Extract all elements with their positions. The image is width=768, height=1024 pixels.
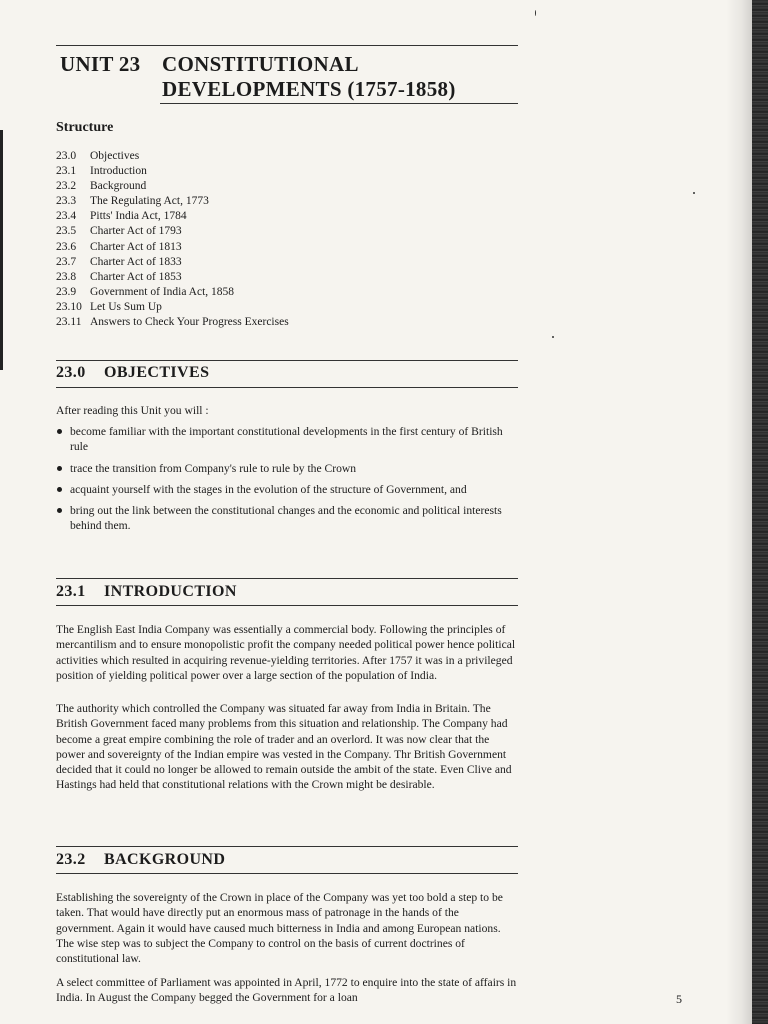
toc-item-number: 23.7 (56, 255, 77, 268)
toc-item-label: Background (90, 180, 147, 193)
unit-title (60, 52, 530, 102)
scan-speck (693, 192, 695, 194)
structure-heading: Structure (56, 120, 114, 135)
bullet-dot (57, 508, 62, 513)
background-top-rule (56, 846, 518, 847)
section-number: 23.2 (56, 851, 86, 868)
toc-item-number: 23.2 (56, 180, 77, 193)
toc-item-number: 23.10 (56, 300, 82, 313)
toc-item-number: 23.1 (56, 165, 77, 178)
toc-item-label: Pitts' India Act, 1784 (90, 210, 187, 223)
objectives-list (56, 424, 518, 540)
toc-item (56, 270, 289, 285)
bullet-dot (57, 466, 62, 471)
introduction-bottom-rule (56, 605, 518, 606)
objective-text: acquaint yourself with the stages in the evolution of the structure of Government, and (70, 482, 467, 496)
section-title: BACKGROUND (104, 851, 226, 868)
toc-item-label: Objectives (90, 150, 140, 162)
title-bottom-rule (160, 103, 518, 104)
toc-item (56, 224, 289, 239)
objectives-heading (56, 364, 209, 382)
objective-bullet (56, 424, 518, 455)
toc-item-number: 23.0 (56, 150, 77, 162)
toc-item-number: 23.4 (56, 210, 77, 223)
toc-item-label: The Regulating Act, 1773 (90, 195, 209, 208)
unit-title-line1: CONSTITUTIONAL (162, 52, 359, 76)
toc-item (56, 255, 289, 270)
section-title: INTRODUCTION (104, 583, 237, 600)
section-number: 23.1 (56, 583, 86, 600)
objective-bullet (56, 482, 518, 497)
background-heading (56, 851, 225, 869)
scan-speck (552, 336, 554, 338)
introduction-heading (56, 583, 237, 601)
background-paragraph: A select committee of Parliament was appointed in April, 1772 to enquire into the state of affairs in India. In August the Company begged the Government for a loan (56, 976, 517, 1005)
book-binding-edge (752, 0, 768, 1024)
toc-item-label: Charter Act of 1813 (90, 240, 182, 253)
structure-list (56, 149, 289, 330)
objective-text: bring out the link between the constitutional changes and the economic and political interests behind them. (70, 504, 502, 533)
objective-text: become familiar with the important constitutional developments in the first century of British rule (70, 425, 503, 454)
introduction-paragraph: The authority which controlled the Company was situated far away from India in Britain. The British Government faced many problems from this situation and relationship. The Company had become a great empire combining the role of trader and an overlord. It was now clear that the power and sovereignty of the Indian empire was vested in the Company. Thr British Government decided that it could no longer be allowed to remain outside the ambit of the state. Even Clive and Hastings had held that constitutional relations with the Crown might be desirable. (56, 702, 512, 792)
introduction-paragraph: The English East India Company was essentially a commercial body. Following the principles of mercantilism and to ensure monopolistic profit the company needed political power hence political activities which resulted in acquiring revenue-yielding territories. After 1757 it was in a privileged position of yielding political power over a large section of the population of India. (56, 623, 516, 682)
toc-item (56, 285, 289, 300)
binding-shadow (726, 0, 752, 1024)
toc-item-label: Government of India Act, 1858 (90, 285, 235, 298)
background-paragraph: Establishing the sovereignty of the Crown in place of the Company was yet too bold a step to be taken. That would have directly put an enormous mass of patronage in the hands of the government. Again it would have caused much bitterness in India and among European nations. The wise step was to subject the Company to control on the basis of current doctrines of constitutional law. (56, 891, 503, 966)
background-bottom-rule (56, 873, 518, 874)
toc-item (56, 300, 289, 315)
toc-item-label: Answers to Check Your Progress Exercises (90, 316, 289, 329)
section-number: 23.0 (56, 364, 86, 381)
toc-item-number: 23.3 (56, 195, 77, 208)
page-number: 5 (676, 992, 682, 1006)
toc-item-number: 23.6 (56, 240, 77, 253)
introduction-top-rule (56, 578, 518, 579)
toc-item-label: Charter Act of 1833 (90, 255, 182, 268)
unit-title-line2: DEVELOPMENTS (1757-1858) (162, 77, 456, 101)
toc-item-label: Charter Act of 1793 (90, 225, 182, 238)
toc-item (56, 149, 289, 164)
toc-item-label: Charter Act of 1853 (90, 270, 182, 283)
toc-item (56, 194, 289, 209)
toc-item (56, 315, 289, 330)
toc-item-number: 23.8 (56, 270, 77, 283)
toc-item (56, 179, 289, 194)
objective-bullet (56, 503, 518, 534)
unit-number: UNIT 23 (60, 52, 141, 76)
bullet-dot (57, 429, 62, 434)
scan-speck (535, 10, 536, 16)
section-title: OBJECTIVES (104, 364, 210, 381)
toc-item-number: 23.11 (56, 316, 82, 329)
bullet-dot (57, 487, 62, 492)
toc-item (56, 240, 289, 255)
toc-item-number: 23.9 (56, 285, 77, 298)
objectives-top-rule (56, 360, 518, 361)
left-edge-mark (0, 130, 3, 370)
objectives-bottom-rule (56, 387, 518, 388)
objective-text: trace the transition from Company's rule to rule by the Crown (70, 461, 357, 475)
toc-item-label: Introduction (90, 165, 147, 178)
toc-item (56, 164, 289, 179)
objective-bullet (56, 461, 518, 476)
toc-item-number: 23.5 (56, 225, 77, 238)
toc-item (56, 209, 289, 224)
toc-item-label: Let Us Sum Up (90, 300, 162, 313)
objectives-intro: After reading this Unit you will : (56, 404, 209, 417)
title-top-rule (56, 45, 518, 46)
